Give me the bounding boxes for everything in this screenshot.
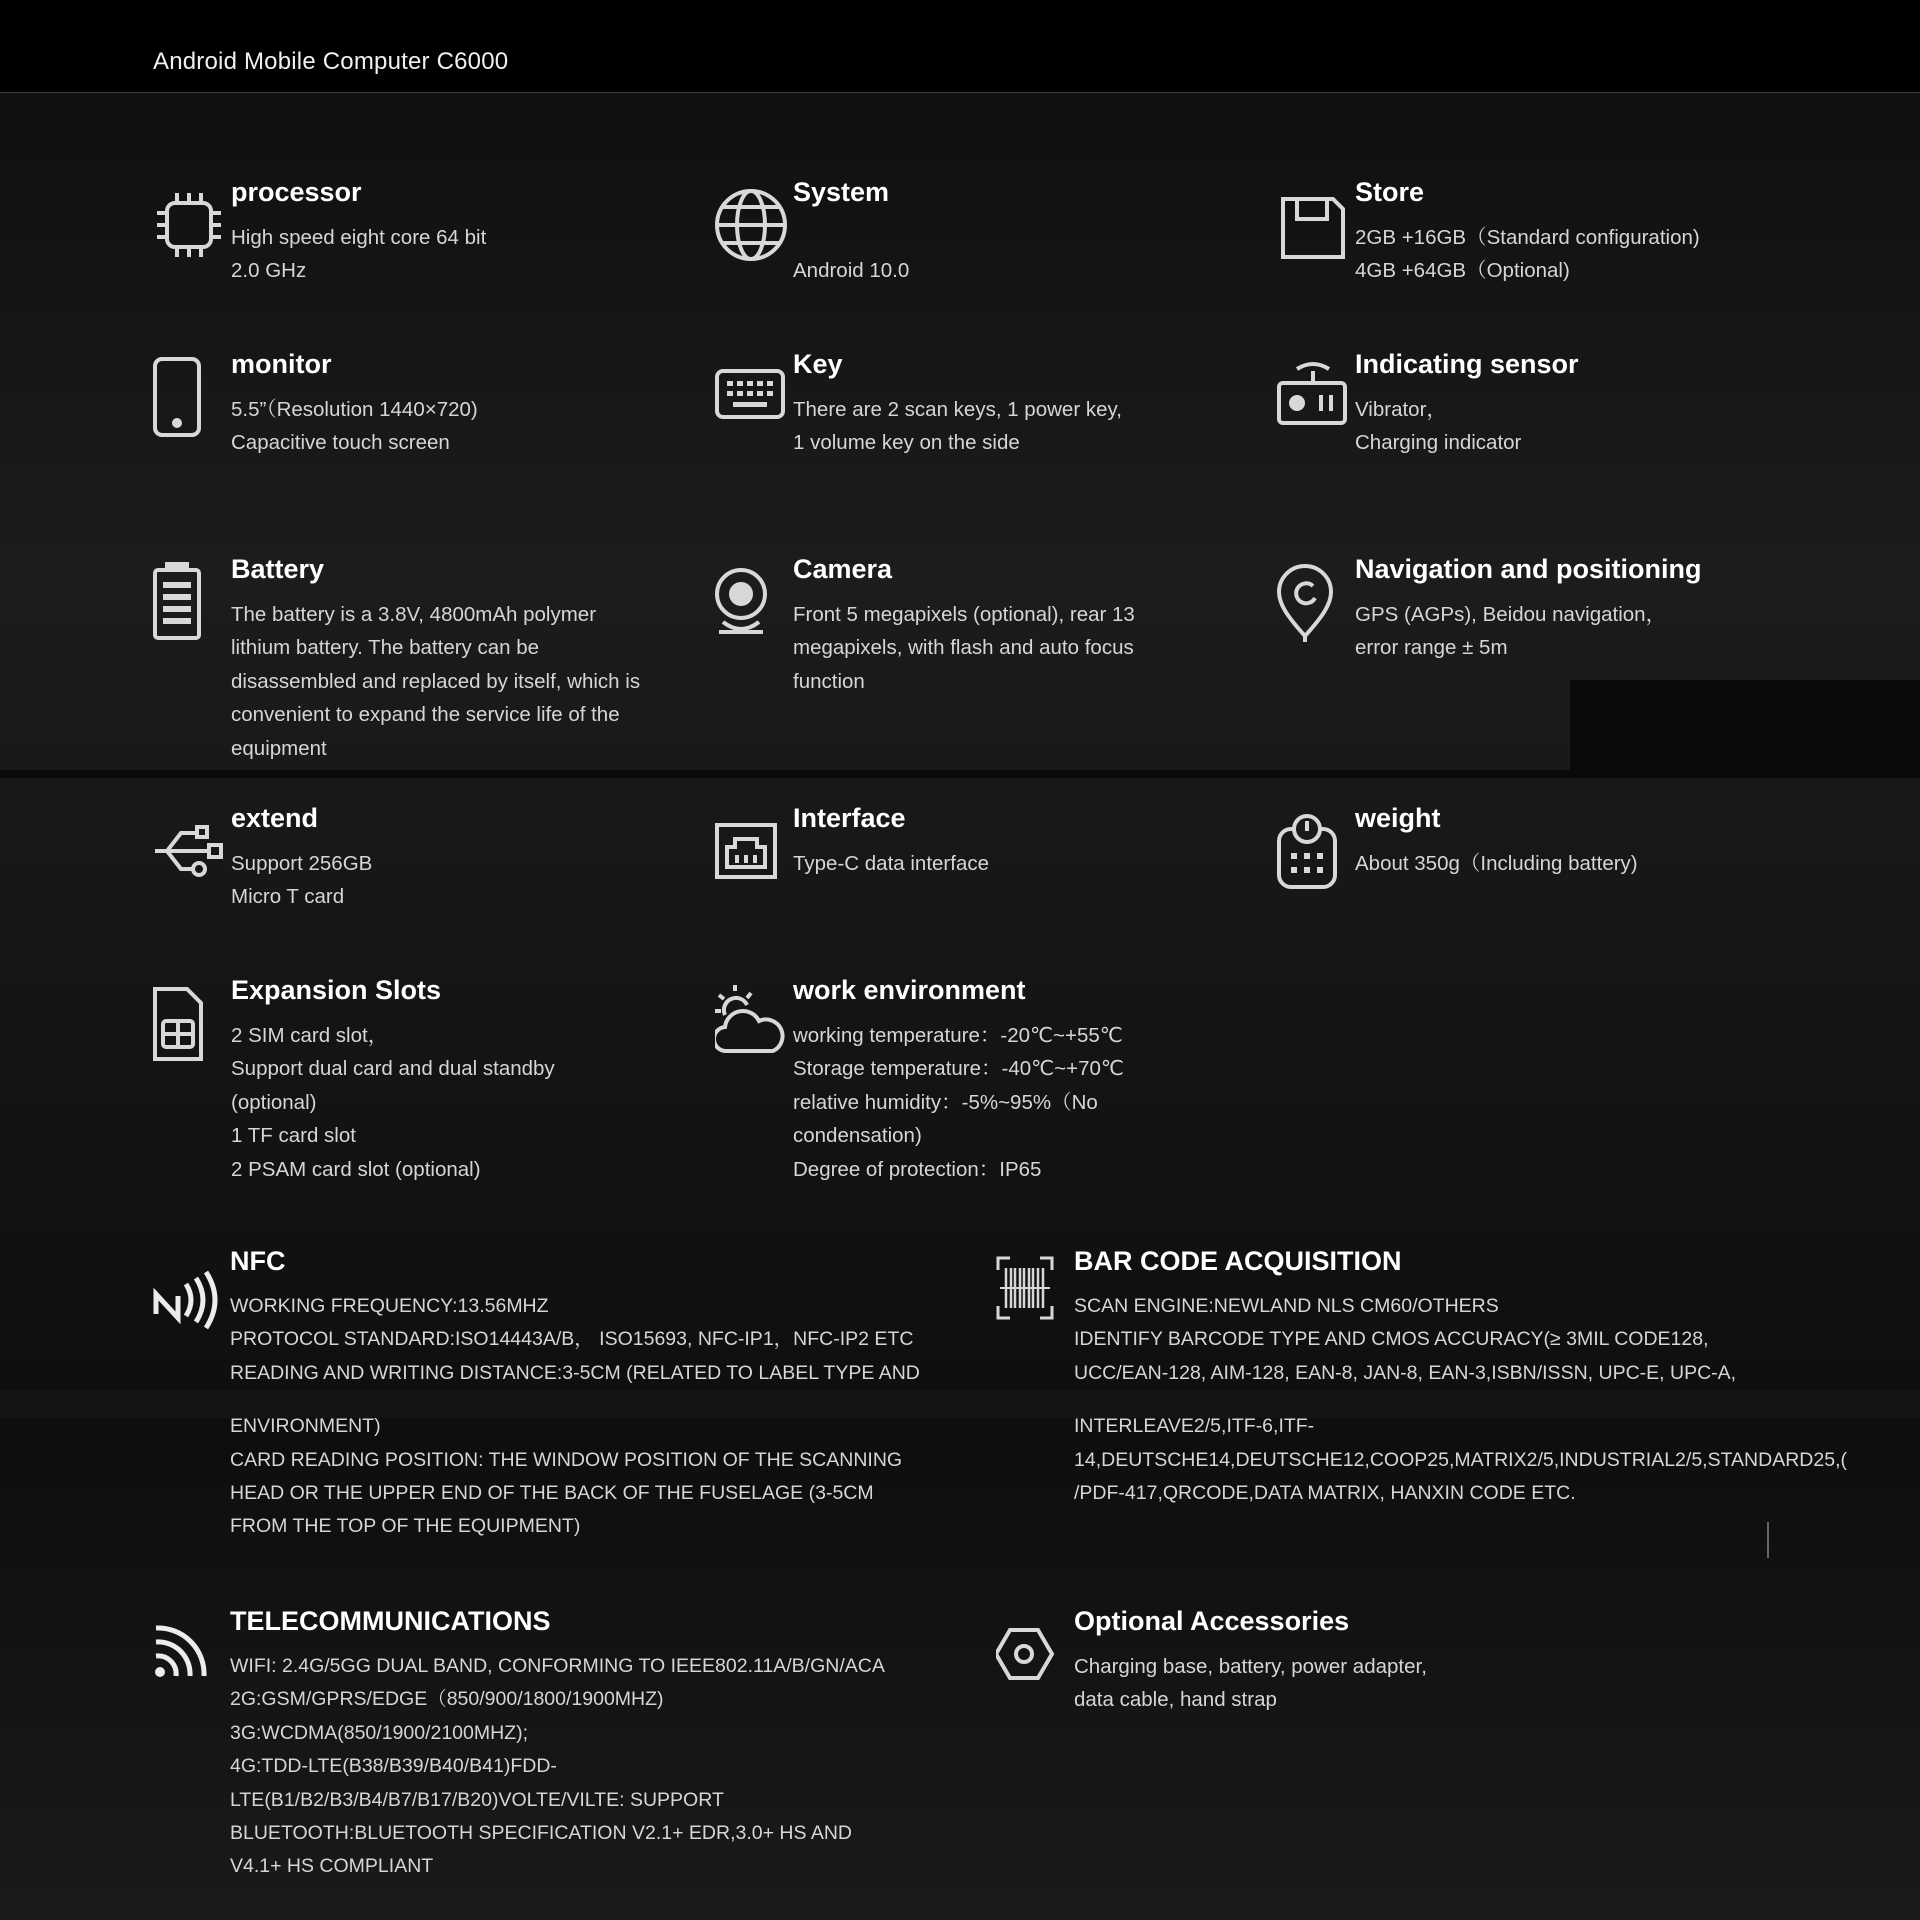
spec-line: megapixels, with flash and auto focus	[793, 636, 1134, 660]
location-pin-icon	[1277, 562, 1349, 642]
spec-line: Charging indicator	[1355, 431, 1522, 455]
spec-line	[793, 221, 909, 254]
spec-title: Key	[793, 349, 843, 379]
spec-title: Camera	[793, 554, 893, 584]
spec-title: extend	[231, 803, 319, 833]
webcam-icon	[715, 562, 787, 642]
spec-title: Indicating sensor	[1355, 349, 1579, 379]
spec-line: GPS (AGPs), Beidou navigation，	[1355, 603, 1667, 626]
spec-line: equipment	[231, 736, 327, 760]
keyboard-icon	[715, 357, 787, 437]
spec-title: Optional Accessories	[1074, 1606, 1350, 1636]
spec-line: 5.5”（Resolution 1440×720)	[231, 398, 478, 421]
spec-title: monitor	[231, 349, 332, 379]
spec-line: Vibrator，	[1355, 398, 1447, 421]
spec-line: V4.1+ HS COMPLIANT	[230, 1855, 434, 1878]
spec-line: 2.0 GHz	[231, 259, 307, 283]
spec-line: Degree of protection：IP65	[793, 1157, 1042, 1181]
spec-line: Capacitive touch screen	[231, 431, 450, 455]
spec-line: 14,DEUTSCHE14,DEUTSCHE12,COOP25,MATRIX2/5,INDUSTRIAL2/5,STANDARD25,(	[1074, 1448, 1847, 1471]
text-cursor	[1767, 1522, 1769, 1558]
spec-line: BLUETOOTH:BLUETOOTH SPECIFICATION V2.1+ EDR,3.0+ HS AND	[230, 1822, 853, 1845]
spec-line: INTERLEAVE2/5,ITF-6,ITF-	[1074, 1415, 1315, 1438]
spec-line: About 350g（Including battery)	[1355, 852, 1638, 875]
ethernet-port-icon	[715, 811, 787, 891]
divider-band	[0, 770, 1920, 778]
spec-line: WIFI: 2.4G/5GG DUAL BAND, CONFORMING TO IEEE802.11A/B/GN/ACA	[230, 1655, 885, 1677]
spec-title: Store	[1355, 177, 1425, 207]
spec-line: 1 volume key on the side	[793, 431, 1020, 455]
spec-title: System	[793, 177, 890, 207]
spec-line: There are 2 scan keys, 1 power key,	[793, 398, 1122, 421]
spec-line: 4GB +64GB（Optional)	[1355, 259, 1570, 283]
spec-line: The battery is a 3.8V, 4800mAh polymer	[231, 603, 597, 626]
spec-line: 4G:TDD-LTE(B38/B39/B40/B41)FDD-	[230, 1755, 557, 1778]
spec-title: Interface	[793, 803, 906, 833]
scale-icon	[1277, 811, 1349, 891]
nfc-icon	[152, 1254, 224, 1334]
spec-title: Expansion Slots	[231, 975, 442, 1005]
smartphone-icon	[153, 357, 225, 437]
spec-line: FROM THE TOP OF THE EQUIPMENT)	[230, 1515, 581, 1538]
hex-nut-icon	[996, 1614, 1068, 1694]
spec-line: 2GB +16GB（Standard configuration)	[1355, 226, 1700, 249]
floppy-disk-icon	[1277, 185, 1349, 265]
spec-line: LTE(B1/B2/B3/B4/B7/B17/B20)VOLTE/VILTE: SUPPORT	[230, 1788, 724, 1811]
sensor-icon	[1277, 357, 1349, 437]
spec-title: weight	[1355, 803, 1441, 833]
spec-title: BAR CODE ACQUISITION	[1074, 1246, 1402, 1276]
spec-line: /PDF-417,QRCODE,DATA MATRIX, HANXIN CODE ETC.	[1074, 1482, 1576, 1505]
weather-icon	[715, 983, 787, 1063]
spec-line: Type-C data interface	[793, 852, 989, 875]
spec-line: 2 PSAM card slot (optional)	[231, 1157, 481, 1181]
spec-line: Micro T card	[231, 885, 345, 909]
spec-line: ENVIRONMENT)	[230, 1415, 381, 1438]
spec-line: function	[793, 669, 865, 693]
spec-line: lithium battery. The battery can be	[231, 636, 540, 660]
spec-line: IDENTIFY BARCODE TYPE AND CMOS ACCURACY(≥ 3MIL CODE128,	[1074, 1328, 1709, 1351]
spec-title: work environment	[793, 975, 1026, 1005]
chip-icon	[153, 185, 225, 265]
usb-tree-icon	[153, 811, 225, 891]
spec-line: Support dual card and dual standby	[231, 1057, 555, 1081]
spec-line: working temperature：-20℃~+55℃	[793, 1024, 1123, 1047]
spec-title: TELECOMMUNICATIONS	[230, 1606, 551, 1636]
spec-line: WORKING FREQUENCY:13.56MHZ	[230, 1295, 549, 1317]
spec-line: 3G:WCDMA(850/1900/2100MHZ);	[230, 1721, 529, 1744]
spec-line: READING AND WRITING DISTANCE:3-5CM (RELATED TO LABEL TYPE AND	[230, 1361, 920, 1384]
spec-line: convenient to expand the service life of the	[231, 703, 620, 727]
spec-line: UCC/EAN-128, AIM-128, EAN-8, JAN-8, EAN-3,ISBN/ISSN, UPC-E, UPC-A,	[1074, 1361, 1737, 1384]
spec-line: relative humidity：-5%~95%（No	[793, 1090, 1098, 1114]
spec-line: 1 TF card slot	[231, 1124, 356, 1148]
spec-line: 2G:GSM/GPRS/EDGE（850/900/1800/1900MHZ)	[230, 1688, 664, 1711]
header-bar	[0, 0, 1920, 93]
spec-line: error range ± 5m	[1355, 636, 1508, 660]
wifi-signal-icon	[152, 1614, 224, 1694]
barcode-icon	[996, 1254, 1068, 1334]
spec-line: Front 5 megapixels (optional), rear 13	[793, 603, 1135, 626]
spec-title: NFC	[230, 1246, 286, 1276]
globe-icon	[715, 185, 787, 265]
spec-line: Android 10.0	[793, 259, 910, 283]
spec-line: Storage temperature：-40℃~+70℃	[793, 1057, 1124, 1081]
spec-line: HEAD OR THE UPPER END OF THE BACK OF THE FUSELAGE (3-5CM	[230, 1482, 874, 1505]
spec-title: processor	[231, 177, 362, 207]
spec-line: (optional)	[231, 1090, 317, 1114]
divider-band	[1570, 680, 1920, 770]
spec-line: CARD READING POSITION: THE WINDOW POSITION OF THE SCANNING	[230, 1448, 903, 1471]
spec-title: Navigation and positioning	[1355, 554, 1702, 584]
spec-line: condensation)	[793, 1124, 922, 1148]
spec-line: data cable, hand strap	[1074, 1688, 1277, 1712]
spec-line: PROTOCOL STANDARD:ISO14443A/B， ISO15693, NFC-IP1，NFC-IP2 ETC	[230, 1328, 914, 1351]
spec-line: High speed eight core 64 bit	[231, 226, 487, 249]
battery-icon	[153, 562, 225, 642]
sim-card-icon	[153, 983, 225, 1063]
spec-line: disassembled and replaced by itself, which is	[231, 669, 641, 693]
spec-line: SCAN ENGINE:NEWLAND NLS CM60/OTHERS	[1074, 1295, 1499, 1317]
spec-title: Battery	[231, 554, 325, 584]
spec-line: Support 256GB	[231, 852, 373, 875]
spec-line: Charging base, battery, power adapter,	[1074, 1655, 1427, 1678]
page-title: Android Mobile Computer C6000	[153, 48, 509, 75]
spec-line: 2 SIM card slot，	[231, 1024, 389, 1047]
